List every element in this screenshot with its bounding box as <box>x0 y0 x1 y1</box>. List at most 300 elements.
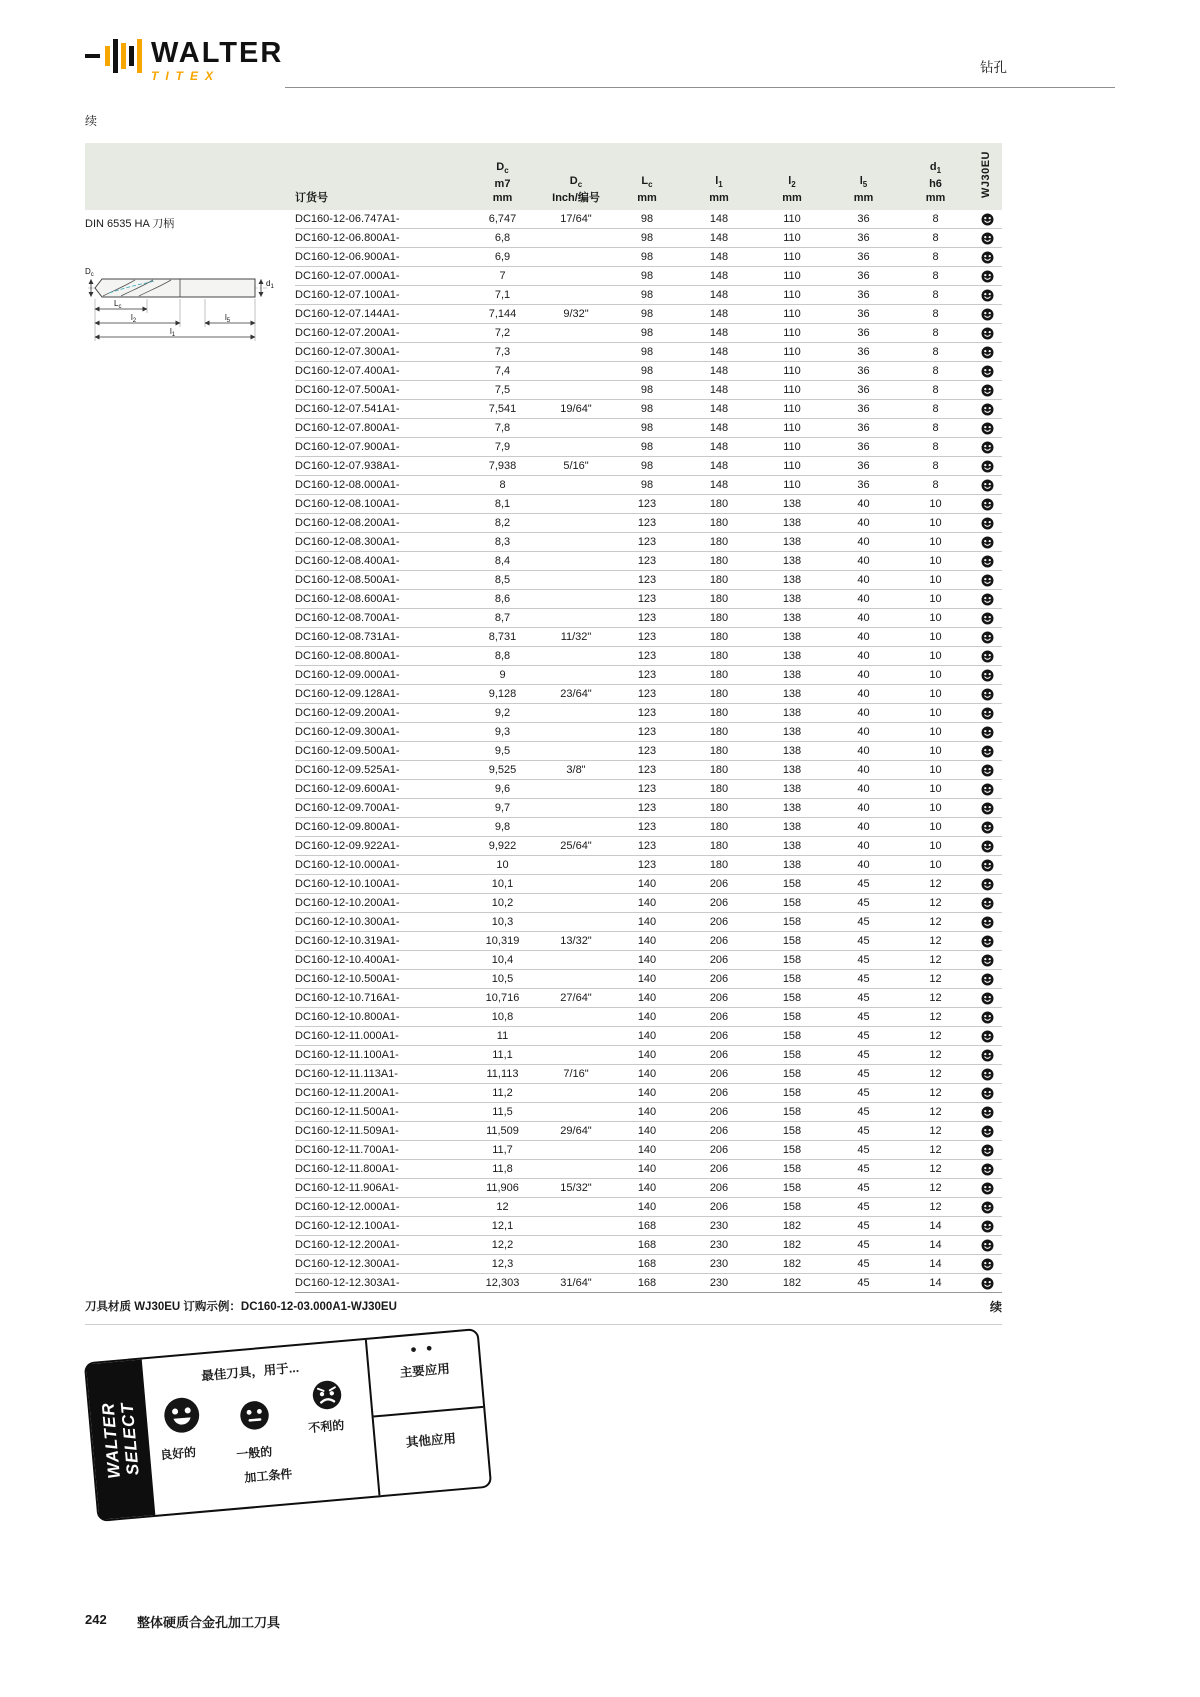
l2-cell: 110 <box>756 210 828 229</box>
l5-cell: 40 <box>828 609 899 628</box>
svg-text:d1: $d_1$ <box>266 279 274 290</box>
grade-icon-cell <box>972 780 1002 799</box>
grade-smiley-icon <box>981 251 994 264</box>
l5-cell: 36 <box>828 210 899 229</box>
l2-cell: 158 <box>756 970 828 989</box>
dc-mm-cell: 8,731 <box>465 628 540 647</box>
dc-inch-cell <box>540 1198 612 1217</box>
l2-cell: 110 <box>756 457 828 476</box>
lc-cell: 123 <box>612 761 682 780</box>
l5-cell: 45 <box>828 1084 899 1103</box>
dc-mm-cell: 8,4 <box>465 552 540 571</box>
l1-cell: 206 <box>682 1084 756 1103</box>
order-number-cell: DC160-12-07.900A1- <box>295 438 465 457</box>
lc-cell: 123 <box>612 780 682 799</box>
order-number-cell: DC160-12-06.900A1- <box>295 248 465 267</box>
grade-smiley-icon <box>981 1106 994 1119</box>
l5-cell: 40 <box>828 856 899 875</box>
l2-cell: 138 <box>756 799 828 818</box>
lc-cell: 123 <box>612 704 682 723</box>
l2-cell: 158 <box>756 894 828 913</box>
grade-icon-cell <box>972 267 1002 286</box>
grade-icon-cell <box>972 381 1002 400</box>
l1-cell: 206 <box>682 894 756 913</box>
l1-cell: 148 <box>682 286 756 305</box>
dc-inch-cell <box>540 1103 612 1122</box>
grade-smiley-icon <box>981 1201 994 1214</box>
dc-mm-cell: 8,6 <box>465 590 540 609</box>
l2-cell: 182 <box>756 1236 828 1255</box>
l2-cell: 138 <box>756 666 828 685</box>
grade-icon-cell <box>972 438 1002 457</box>
dc-inch-cell <box>540 875 612 894</box>
col-header-order: 订货号 <box>295 143 465 210</box>
grade-icon-cell <box>972 609 1002 628</box>
l5-cell: 45 <box>828 1160 899 1179</box>
order-number-cell: DC160-12-10.100A1- <box>295 875 465 894</box>
l5-cell: 45 <box>828 1065 899 1084</box>
l1-cell: 206 <box>682 1141 756 1160</box>
d1-cell: 12 <box>899 1084 972 1103</box>
l5-cell: 45 <box>828 989 899 1008</box>
d1-cell: 10 <box>899 571 972 590</box>
dc-inch-cell <box>540 723 612 742</box>
lc-cell: 123 <box>612 590 682 609</box>
order-number-cell: DC160-12-09.800A1- <box>295 818 465 837</box>
order-number-cell: DC160-12-11.509A1- <box>295 1122 465 1141</box>
dc-mm-cell: 12,3 <box>465 1255 540 1274</box>
dc-mm-cell: 7,8 <box>465 419 540 438</box>
l2-cell: 138 <box>756 571 828 590</box>
l1-cell: 206 <box>682 1103 756 1122</box>
dc-mm-cell: 11,906 <box>465 1179 540 1198</box>
grade-icon-cell <box>972 1027 1002 1046</box>
l2-cell: 158 <box>756 875 828 894</box>
order-number-cell: DC160-12-09.922A1- <box>295 837 465 856</box>
order-number-cell: DC160-12-11.113A1- <box>295 1065 465 1084</box>
d1-cell: 12 <box>899 1065 972 1084</box>
l5-cell: 36 <box>828 419 899 438</box>
l5-cell: 36 <box>828 476 899 495</box>
d1-cell: 8 <box>899 305 972 324</box>
l2-cell: 110 <box>756 343 828 362</box>
dc-inch-cell <box>540 1008 612 1027</box>
grade-icon-cell <box>972 590 1002 609</box>
dc-mm-cell: 9,128 <box>465 685 540 704</box>
l2-cell: 182 <box>756 1255 828 1274</box>
l2-cell: 158 <box>756 989 828 1008</box>
col-header-d1: $d_1$ h6 mm <box>899 143 972 210</box>
d1-cell: 12 <box>899 1160 972 1179</box>
l5-cell: 45 <box>828 951 899 970</box>
lc-cell: 140 <box>612 1103 682 1122</box>
grade-icon-cell <box>972 723 1002 742</box>
l1-cell: 148 <box>682 267 756 286</box>
order-number-cell: DC160-12-10.200A1- <box>295 894 465 913</box>
l2-cell: 138 <box>756 742 828 761</box>
l5-cell: 40 <box>828 818 899 837</box>
brand-name: WALTER <box>151 37 284 69</box>
order-number-cell: DC160-12-08.400A1- <box>295 552 465 571</box>
grade-smiley-icon <box>981 422 994 435</box>
lc-cell: 123 <box>612 495 682 514</box>
grade-icon-cell <box>972 210 1002 229</box>
dc-inch-cell <box>540 533 612 552</box>
d1-cell: 12 <box>899 1046 972 1065</box>
order-number-cell: DC160-12-12.300A1- <box>295 1255 465 1274</box>
d1-cell: 12 <box>899 1103 972 1122</box>
d1-cell: 14 <box>899 1236 972 1255</box>
lc-cell: 140 <box>612 894 682 913</box>
lc-cell: 140 <box>612 1160 682 1179</box>
dc-mm-cell: 7,144 <box>465 305 540 324</box>
d1-cell: 10 <box>899 533 972 552</box>
grade-smiley-icon <box>981 916 994 929</box>
lc-cell: 123 <box>612 571 682 590</box>
grade-smiley-icon <box>981 821 994 834</box>
dc-inch-cell <box>540 970 612 989</box>
l2-cell: 110 <box>756 438 828 457</box>
d1-cell: 10 <box>899 552 972 571</box>
drill-table-body <box>85 210 1002 1293</box>
order-number-cell: DC160-12-11.000A1- <box>295 1027 465 1046</box>
l5-cell: 40 <box>828 742 899 761</box>
col-header-lc: $L_c$ mm <box>612 143 682 210</box>
dc-mm-cell: 11,8 <box>465 1160 540 1179</box>
grade-icon-cell <box>972 1065 1002 1084</box>
lc-cell: 168 <box>612 1274 682 1293</box>
dc-inch-cell <box>540 818 612 837</box>
l5-cell: 40 <box>828 780 899 799</box>
l1-cell: 206 <box>682 1027 756 1046</box>
d1-cell: 8 <box>899 362 972 381</box>
lc-cell: 123 <box>612 628 682 647</box>
grade-smiley-icon <box>981 1163 994 1176</box>
l5-cell: 45 <box>828 1198 899 1217</box>
dc-mm-cell: 10,8 <box>465 1008 540 1027</box>
lc-cell: 123 <box>612 533 682 552</box>
order-number-cell: DC160-12-09.600A1- <box>295 780 465 799</box>
l5-cell: 36 <box>828 457 899 476</box>
order-number-cell: DC160-12-09.525A1- <box>295 761 465 780</box>
dc-mm-cell: 7,5 <box>465 381 540 400</box>
order-number-cell: DC160-12-08.500A1- <box>295 571 465 590</box>
dc-inch-cell: 13/32" <box>540 932 612 951</box>
dc-inch-cell <box>540 590 612 609</box>
l2-cell: 138 <box>756 856 828 875</box>
l5-cell: 40 <box>828 761 899 780</box>
grade-smiley-icon <box>981 745 994 758</box>
lc-cell: 123 <box>612 552 682 571</box>
lc-cell: 140 <box>612 1198 682 1217</box>
dc-mm-cell: 10,716 <box>465 989 540 1008</box>
grade-icon-cell <box>972 913 1002 932</box>
l1-cell: 180 <box>682 818 756 837</box>
l1-cell: 206 <box>682 1198 756 1217</box>
dc-mm-cell: 6,8 <box>465 229 540 248</box>
legend-divider <box>373 1406 483 1417</box>
dc-inch-cell <box>540 419 612 438</box>
unfavorable-face-icon <box>310 1378 344 1412</box>
l5-cell: 36 <box>828 400 899 419</box>
l5-cell: 36 <box>828 286 899 305</box>
l2-cell: 110 <box>756 286 828 305</box>
l2-cell: 158 <box>756 1198 828 1217</box>
lc-cell: 98 <box>612 267 682 286</box>
l2-cell: 138 <box>756 590 828 609</box>
legend-other-application-label: 其他应用 <box>405 1431 457 1450</box>
l1-cell: 230 <box>682 1236 756 1255</box>
grade-smiley-icon <box>981 1030 994 1043</box>
dc-inch-cell <box>540 609 612 628</box>
d1-cell: 12 <box>899 1141 972 1160</box>
grade-smiley-icon <box>981 441 994 454</box>
l2-cell: 110 <box>756 419 828 438</box>
order-number-cell: DC160-12-11.800A1- <box>295 1160 465 1179</box>
lc-cell: 98 <box>612 476 682 495</box>
grade-icon-cell <box>972 875 1002 894</box>
grade-smiley-icon <box>981 802 994 815</box>
l5-cell: 45 <box>828 875 899 894</box>
l2-cell: 138 <box>756 685 828 704</box>
grade-smiley-icon <box>981 764 994 777</box>
grade-smiley-icon <box>981 688 994 701</box>
l5-cell: 36 <box>828 229 899 248</box>
legend-good-label: 良好的 <box>159 1445 197 1463</box>
dc-inch-cell: 11/32" <box>540 628 612 647</box>
page-number: 242 <box>85 1612 107 1627</box>
dc-mm-cell: 11,113 <box>465 1065 540 1084</box>
grade-icon-cell <box>972 894 1002 913</box>
grade-icon-cell <box>972 1046 1002 1065</box>
l5-cell: 40 <box>828 837 899 856</box>
order-number-cell: DC160-12-08.731A1- <box>295 628 465 647</box>
svg-text:Lc: $L_c$ <box>114 299 122 310</box>
dc-inch-cell <box>540 1084 612 1103</box>
d1-cell: 12 <box>899 1179 972 1198</box>
dc-mm-cell: 9,2 <box>465 704 540 723</box>
dc-mm-cell: 7 <box>465 267 540 286</box>
d1-cell: 8 <box>899 457 972 476</box>
l1-cell: 206 <box>682 875 756 894</box>
lc-cell: 168 <box>612 1217 682 1236</box>
dc-inch-cell: 15/32" <box>540 1179 612 1198</box>
l5-cell: 45 <box>828 1274 899 1293</box>
legend-conditions-label: 加工条件 <box>243 1466 293 1485</box>
l5-cell: 45 <box>828 1027 899 1046</box>
lc-cell: 123 <box>612 685 682 704</box>
l2-cell: 138 <box>756 552 828 571</box>
order-number-cell: DC160-12-10.300A1- <box>295 913 465 932</box>
grade-smiley-icon <box>981 1068 994 1081</box>
dc-inch-cell: 23/64" <box>540 685 612 704</box>
d1-cell: 10 <box>899 856 972 875</box>
d1-cell: 8 <box>899 419 972 438</box>
legend-average-label: 一般的 <box>235 1444 273 1462</box>
l2-cell: 158 <box>756 1027 828 1046</box>
l5-cell: 36 <box>828 381 899 400</box>
l1-cell: 206 <box>682 951 756 970</box>
order-number-cell: DC160-12-07.100A1- <box>295 286 465 305</box>
l5-cell: 45 <box>828 1103 899 1122</box>
grade-smiley-icon <box>981 1182 994 1195</box>
d1-cell: 12 <box>899 1198 972 1217</box>
lc-cell: 123 <box>612 647 682 666</box>
lc-cell: 168 <box>612 1255 682 1274</box>
grade-smiley-icon <box>981 954 994 967</box>
l5-cell: 36 <box>828 248 899 267</box>
dc-inch-cell <box>540 495 612 514</box>
dc-inch-cell <box>540 1160 612 1179</box>
l2-cell: 110 <box>756 324 828 343</box>
l5-cell: 36 <box>828 362 899 381</box>
lc-cell: 98 <box>612 438 682 457</box>
l1-cell: 180 <box>682 666 756 685</box>
grade-icon-cell <box>972 1160 1002 1179</box>
d1-cell: 8 <box>899 248 972 267</box>
lc-cell: 98 <box>612 343 682 362</box>
d1-cell: 14 <box>899 1217 972 1236</box>
brand-subname: TITEX <box>151 69 221 83</box>
grade-icon-cell <box>972 685 1002 704</box>
l2-cell: 138 <box>756 723 828 742</box>
l5-cell: 40 <box>828 799 899 818</box>
dc-inch-cell <box>540 1046 612 1065</box>
col-header-l2: $l_2$ mm <box>756 143 828 210</box>
grade-smiley-icon <box>981 669 994 682</box>
l5-cell: 40 <box>828 552 899 571</box>
l1-cell: 206 <box>682 1122 756 1141</box>
l2-cell: 110 <box>756 476 828 495</box>
l1-cell: 180 <box>682 780 756 799</box>
legend-main-application-label: 主要应用 <box>399 1361 451 1381</box>
order-number-cell: DC160-12-06.800A1- <box>295 229 465 248</box>
l2-cell: 138 <box>756 704 828 723</box>
order-number-cell: DC160-12-07.800A1- <box>295 419 465 438</box>
grade-icon-cell <box>972 343 1002 362</box>
lc-cell: 98 <box>612 305 682 324</box>
l1-cell: 230 <box>682 1255 756 1274</box>
grade-smiley-icon <box>981 536 994 549</box>
legend-faces-area <box>142 1340 379 1515</box>
dc-mm-cell: 6,9 <box>465 248 540 267</box>
d1-cell: 10 <box>899 704 972 723</box>
grade-smiley-icon <box>981 308 994 321</box>
grade-smiley-icon <box>981 897 994 910</box>
l2-cell: 138 <box>756 647 828 666</box>
grade-icon-cell <box>972 989 1002 1008</box>
lc-cell: 98 <box>612 229 682 248</box>
dc-mm-cell: 9,922 <box>465 837 540 856</box>
order-number-cell: DC160-12-09.700A1- <box>295 799 465 818</box>
d1-cell: 14 <box>899 1255 972 1274</box>
l1-cell: 148 <box>682 457 756 476</box>
grade-smiley-icon <box>981 232 994 245</box>
dc-inch-cell <box>540 666 612 685</box>
table-header-row <box>85 143 1002 210</box>
d1-cell: 10 <box>899 685 972 704</box>
l1-cell: 180 <box>682 723 756 742</box>
order-number-cell: DC160-12-07.541A1- <box>295 400 465 419</box>
continued-note-bottom: 续 <box>989 1300 1002 1314</box>
grade-icon-cell <box>972 286 1002 305</box>
grade-icon-cell <box>972 704 1002 723</box>
grade-smiley-icon <box>981 403 994 416</box>
legend-unfavorable-label: 不利的 <box>307 1418 345 1436</box>
order-number-cell: DC160-12-08.600A1- <box>295 590 465 609</box>
grade-smiley-icon <box>981 213 994 226</box>
l1-cell: 180 <box>682 514 756 533</box>
dc-mm-cell: 9,7 <box>465 799 540 818</box>
l2-cell: 138 <box>756 780 828 799</box>
l2-cell: 158 <box>756 1160 828 1179</box>
lc-cell: 140 <box>612 913 682 932</box>
lc-cell: 123 <box>612 609 682 628</box>
lc-cell: 140 <box>612 1122 682 1141</box>
l5-cell: 40 <box>828 590 899 609</box>
dc-mm-cell: 9,6 <box>465 780 540 799</box>
l1-cell: 180 <box>682 685 756 704</box>
l2-cell: 182 <box>756 1217 828 1236</box>
l1-cell: 148 <box>682 381 756 400</box>
grade-smiley-icon <box>981 612 994 625</box>
grade-icon-cell <box>972 666 1002 685</box>
grade-icon-cell <box>972 837 1002 856</box>
l5-cell: 40 <box>828 628 899 647</box>
order-number-cell: DC160-12-07.400A1- <box>295 362 465 381</box>
order-example-bar <box>85 1298 1002 1325</box>
dc-mm-cell: 7,541 <box>465 400 540 419</box>
good-face-icon <box>161 1395 202 1436</box>
l2-cell: 158 <box>756 913 828 932</box>
l2-cell: 138 <box>756 761 828 780</box>
d1-cell: 10 <box>899 818 972 837</box>
lc-cell: 140 <box>612 875 682 894</box>
grade-smiley-icon <box>981 365 994 378</box>
l1-cell: 206 <box>682 932 756 951</box>
lc-cell: 98 <box>612 381 682 400</box>
l1-cell: 180 <box>682 799 756 818</box>
dc-inch-cell <box>540 1217 612 1236</box>
svg-text:l5: $l_5$ <box>225 313 231 324</box>
grade-smiley-icon <box>981 859 994 872</box>
d1-cell: 8 <box>899 400 972 419</box>
l5-cell: 45 <box>828 1255 899 1274</box>
l1-cell: 206 <box>682 1046 756 1065</box>
l1-cell: 148 <box>682 343 756 362</box>
grade-smiley-icon <box>981 973 994 986</box>
grade-icon-cell <box>972 533 1002 552</box>
dc-mm-cell: 10,1 <box>465 875 540 894</box>
lc-cell: 140 <box>612 1065 682 1084</box>
grade-smiley-icon <box>981 1239 994 1252</box>
dc-mm-cell: 10 <box>465 856 540 875</box>
l1-cell: 180 <box>682 533 756 552</box>
l1-cell: 206 <box>682 1065 756 1084</box>
dc-inch-cell: 5/16" <box>540 457 612 476</box>
grade-icon-cell <box>972 1274 1002 1293</box>
order-number-cell: DC160-12-10.500A1- <box>295 970 465 989</box>
order-number-cell: DC160-12-09.500A1- <box>295 742 465 761</box>
grade-smiley-icon <box>981 498 994 511</box>
dc-inch-cell: 31/64" <box>540 1274 612 1293</box>
order-number-cell: DC160-12-07.300A1- <box>295 343 465 362</box>
d1-cell: 10 <box>899 647 972 666</box>
average-face-icon <box>238 1399 272 1433</box>
l5-cell: 45 <box>828 894 899 913</box>
order-number-cell: DC160-12-09.300A1- <box>295 723 465 742</box>
d1-cell: 8 <box>899 210 972 229</box>
